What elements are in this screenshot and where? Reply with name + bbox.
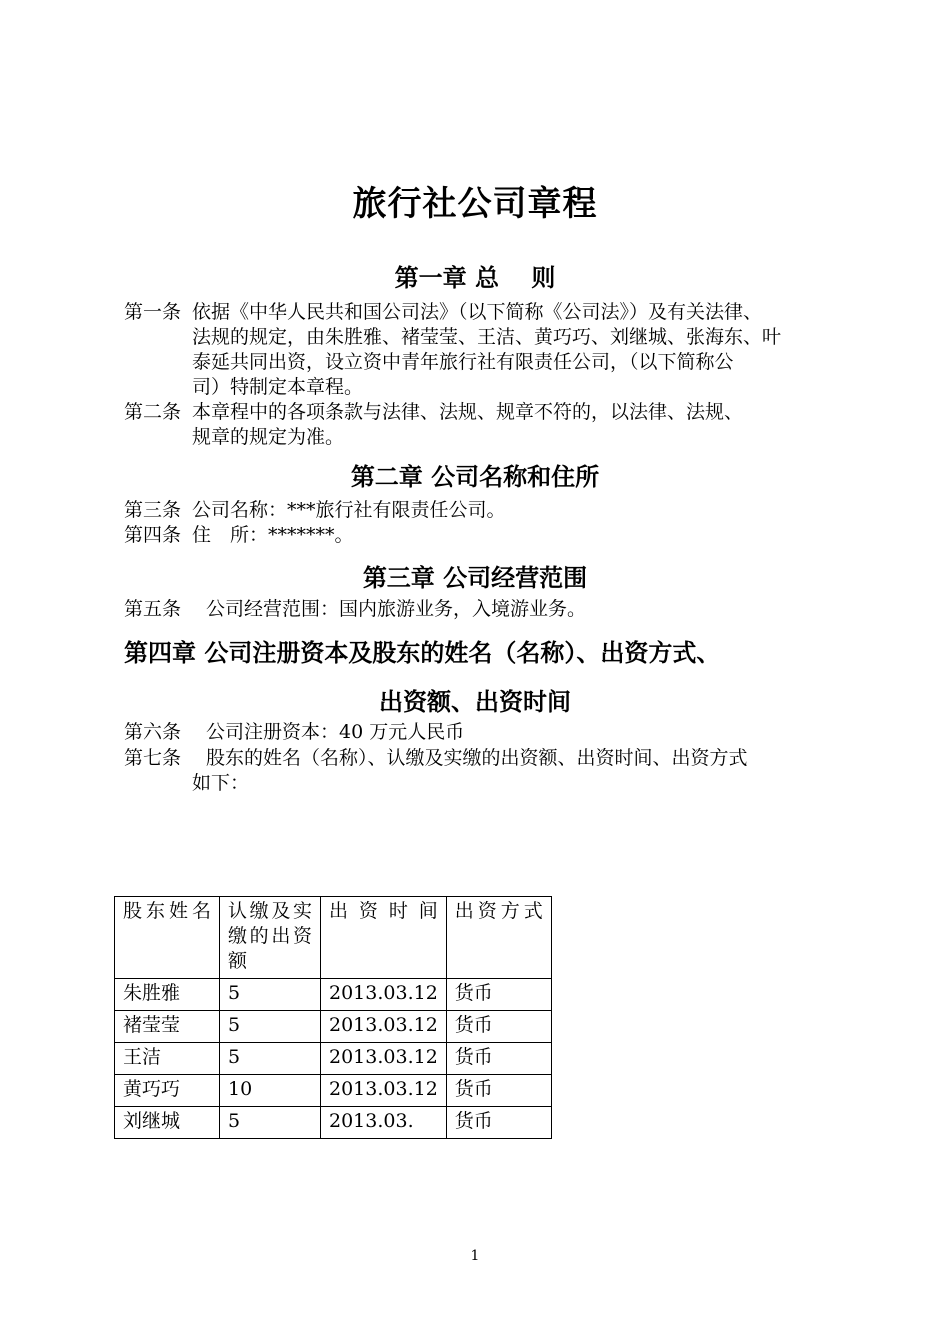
article-number: 第二条: [124, 401, 182, 423]
shareholder-table: [114, 896, 552, 1139]
article-4: [124, 523, 834, 548]
date-cell: 2013.03.12: [321, 1043, 447, 1075]
table-header-row: [115, 897, 552, 979]
chapter-2-heading: 第二章 公司名称和住所: [350, 463, 600, 491]
article-2: [124, 400, 834, 450]
table-header-cell: 出资时间: [321, 897, 447, 979]
date-cell: 2013.03.12: [321, 1075, 447, 1107]
article-7: [124, 746, 834, 796]
article-text: 如下：: [192, 772, 250, 794]
table-row: [115, 1075, 552, 1107]
method-cell: 货币: [446, 1011, 551, 1043]
table-row: [115, 979, 552, 1011]
article-number: 第六条: [124, 721, 182, 743]
article-text: 股东的姓名（名称）、认缴及实缴的出资额、出资时间、出资方式: [206, 747, 748, 769]
article-3: [124, 498, 834, 523]
article-number: 第三条: [124, 499, 182, 521]
table-header-cell: 股东姓名: [115, 897, 220, 979]
article-text: 司）特制定本章程。: [192, 376, 364, 398]
chapter-1-heading: 第一章 总 则: [394, 264, 556, 292]
page-number: 1: [470, 1248, 480, 1264]
article-number: 第一条: [124, 301, 182, 323]
shareholder-name-cell: 王洁: [115, 1043, 220, 1075]
table-row: [115, 1107, 552, 1139]
shareholder-name-cell: 朱胜雅: [115, 979, 220, 1011]
table-header-cell: 认缴及实缴的出资额: [220, 897, 321, 979]
amount-cell: 5: [220, 979, 321, 1011]
article-text: 公司注册资本：40 万元人民币: [206, 721, 465, 743]
chapter-3-heading: 第三章 公司经营范围: [362, 564, 588, 592]
article-number: 第四条: [124, 524, 182, 546]
article-text: 规章的规定为准。: [192, 426, 345, 448]
shareholder-name-cell: 褚莹莹: [115, 1011, 220, 1043]
shareholder-name-cell: 黄巧巧: [115, 1075, 220, 1107]
method-cell: 货币: [446, 1107, 551, 1139]
method-cell: 货币: [446, 979, 551, 1011]
article-5: [124, 597, 834, 622]
article-text: 本章程中的各项条款与法律、法规、规章不符的，以法律、法规、: [192, 401, 744, 423]
article-text: 泰延共同出资，设立资中青年旅行社有限责任公司，（以下简称公: [192, 351, 734, 373]
shareholder-name-cell: 刘继城: [115, 1107, 220, 1139]
article-1: [124, 300, 834, 400]
article-text: 依据《中华人民共和国公司法》（以下简称《公司法》）及有关法律、: [192, 301, 763, 323]
method-cell: 货币: [446, 1075, 551, 1107]
article-number: 第五条: [124, 598, 182, 620]
article-6: [124, 720, 834, 745]
document-title: 旅行社公司章程: [352, 184, 598, 224]
amount-cell: 5: [220, 1107, 321, 1139]
table-header-cell: 出资方式: [446, 897, 551, 979]
article-text: 公司名称：***旅行社有限责任公司。: [192, 499, 506, 521]
table-row: [115, 1043, 552, 1075]
chapter-4-heading-line2: 出资额、出资时间: [379, 688, 571, 716]
date-cell: 2013.03.12: [321, 979, 447, 1011]
amount-cell: 5: [220, 1043, 321, 1075]
article-text: 住 所：*******。: [192, 524, 354, 546]
method-cell: 货币: [446, 1043, 551, 1075]
article-text: 公司经营范围：国内旅游业务，入境游业务。: [206, 598, 587, 620]
table-row: [115, 1011, 552, 1043]
date-cell: 2013.03.12: [321, 1011, 447, 1043]
date-cell: 2013.03.: [321, 1107, 447, 1139]
amount-cell: 5: [220, 1011, 321, 1043]
chapter-4-heading-line1: 第四章 公司注册资本及股东的姓名（名称）、出资方式、: [124, 639, 721, 667]
article-number: 第七条: [124, 747, 182, 769]
article-text: 法规的规定，由朱胜雅、褚莹莹、王洁、黄巧巧、刘继城、张海东、叶: [192, 326, 782, 348]
amount-cell: 10: [220, 1075, 321, 1107]
